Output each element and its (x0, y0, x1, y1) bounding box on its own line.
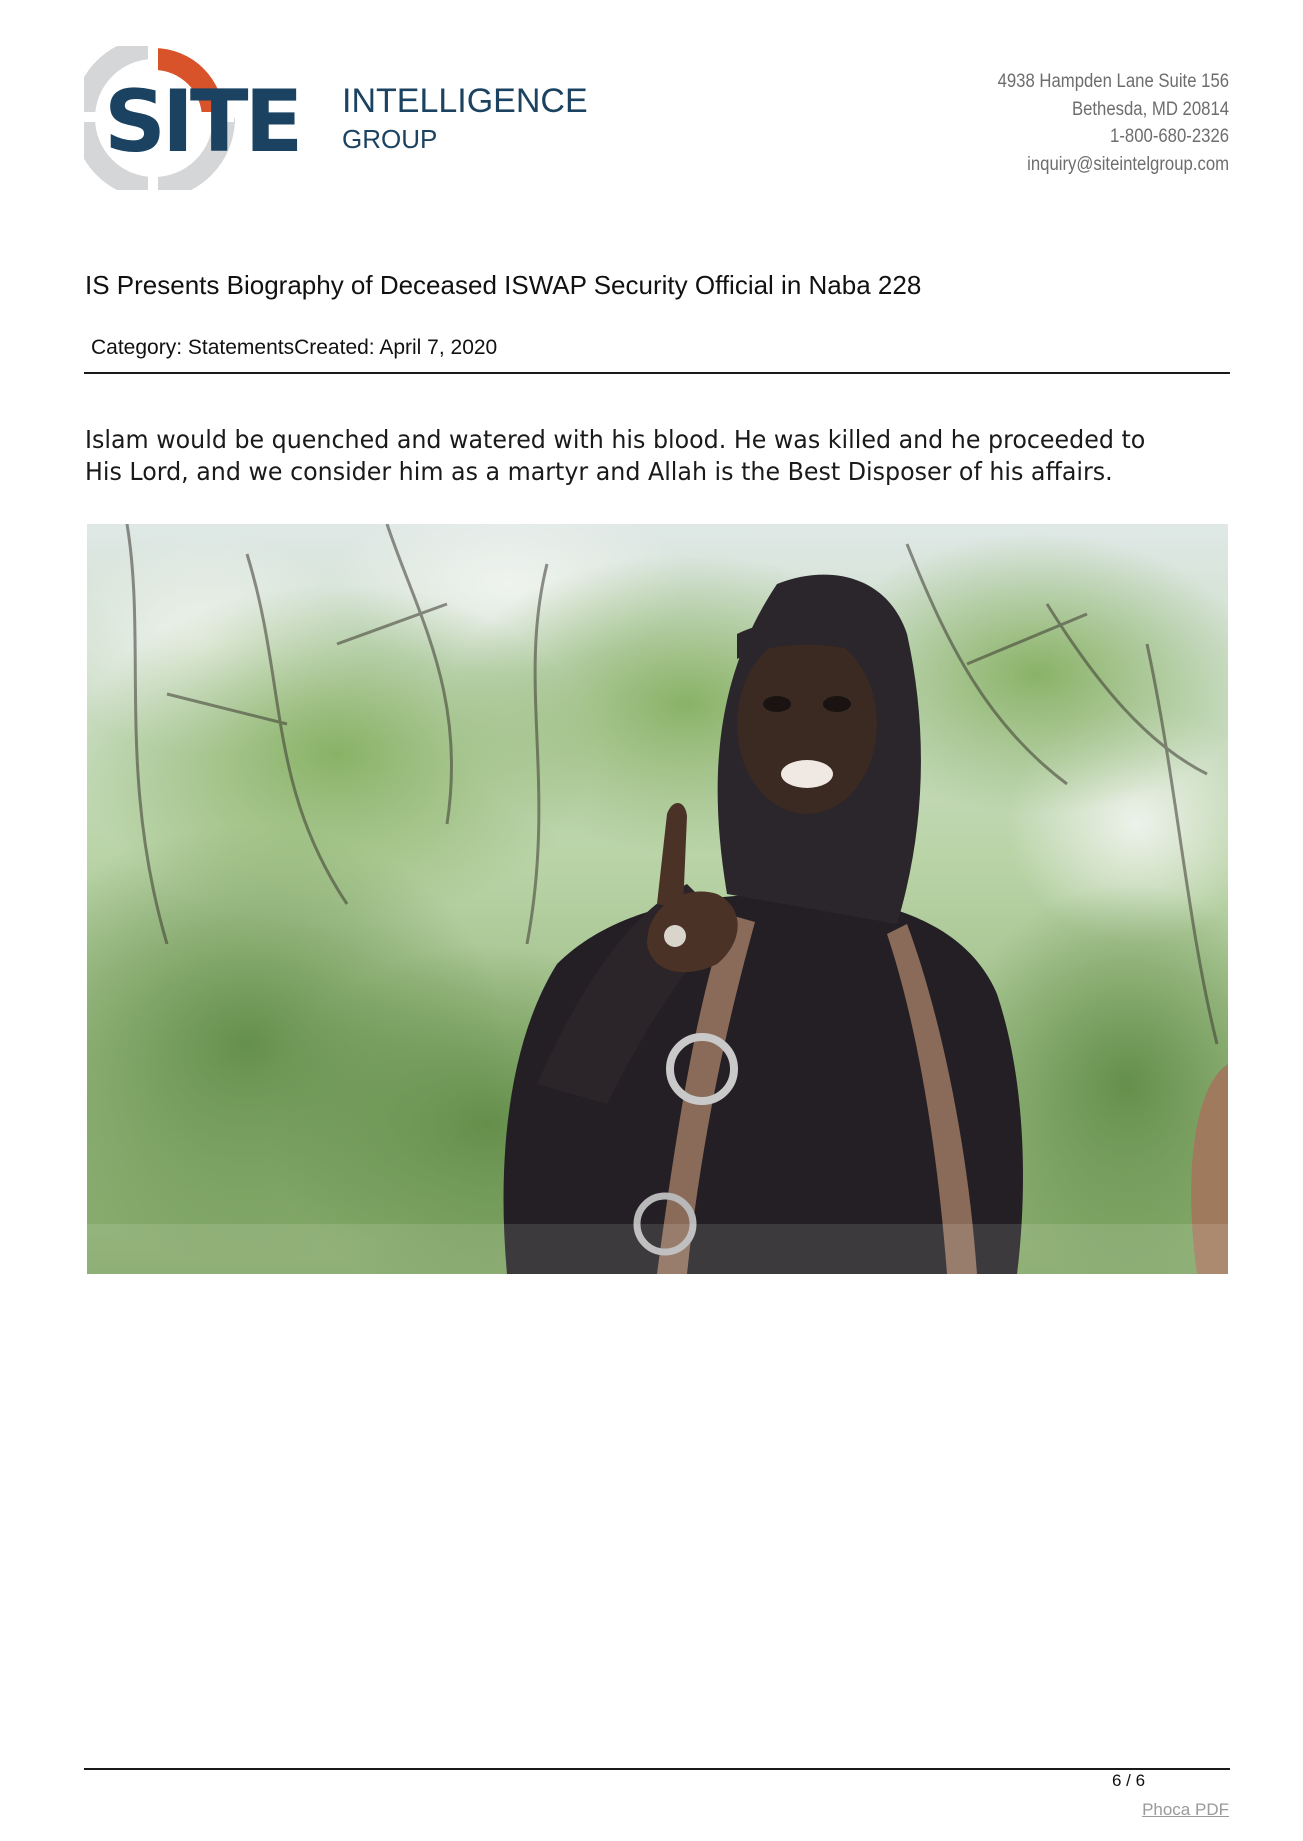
site-intelligence-group-logo (84, 46, 604, 190)
article-photo (87, 524, 1228, 1274)
page-indicator: 6 / 6 (1112, 1771, 1146, 1790)
phoca-pdf-link[interactable]: Phoca PDF (1142, 1800, 1229, 1819)
article-title: IS Presents Biography of Deceased ISWAP Security Official in Naba 228 (85, 270, 922, 300)
page-header (0, 0, 1303, 200)
logo-line-intelligence: INTELLIGENCE (342, 82, 588, 120)
footer-divider (84, 1768, 1230, 1770)
article-paragraph: Islam would be quenched and watered with his blood. He was killed and he proceeded to His Lord, and we consider him as a martyr and Allah is the Best Disposer of his affairs. (85, 425, 1146, 486)
header-divider (84, 372, 1230, 374)
article-meta: Category: StatementsCreated: April 7, 2020 (91, 336, 498, 359)
contact-block (998, 68, 1229, 178)
logo-line-group: GROUP (342, 124, 438, 154)
logo-wordmark: SITE (104, 72, 300, 172)
address-line-1: 4938 Hampden Lane Suite 156 (997, 71, 1229, 92)
phone-number: 1-800-680-2326 (1110, 126, 1229, 147)
address-line-2: Bethesda, MD 20814 (1071, 98, 1229, 120)
contact-email: inquiry@siteintelgroup.com (1027, 153, 1229, 175)
